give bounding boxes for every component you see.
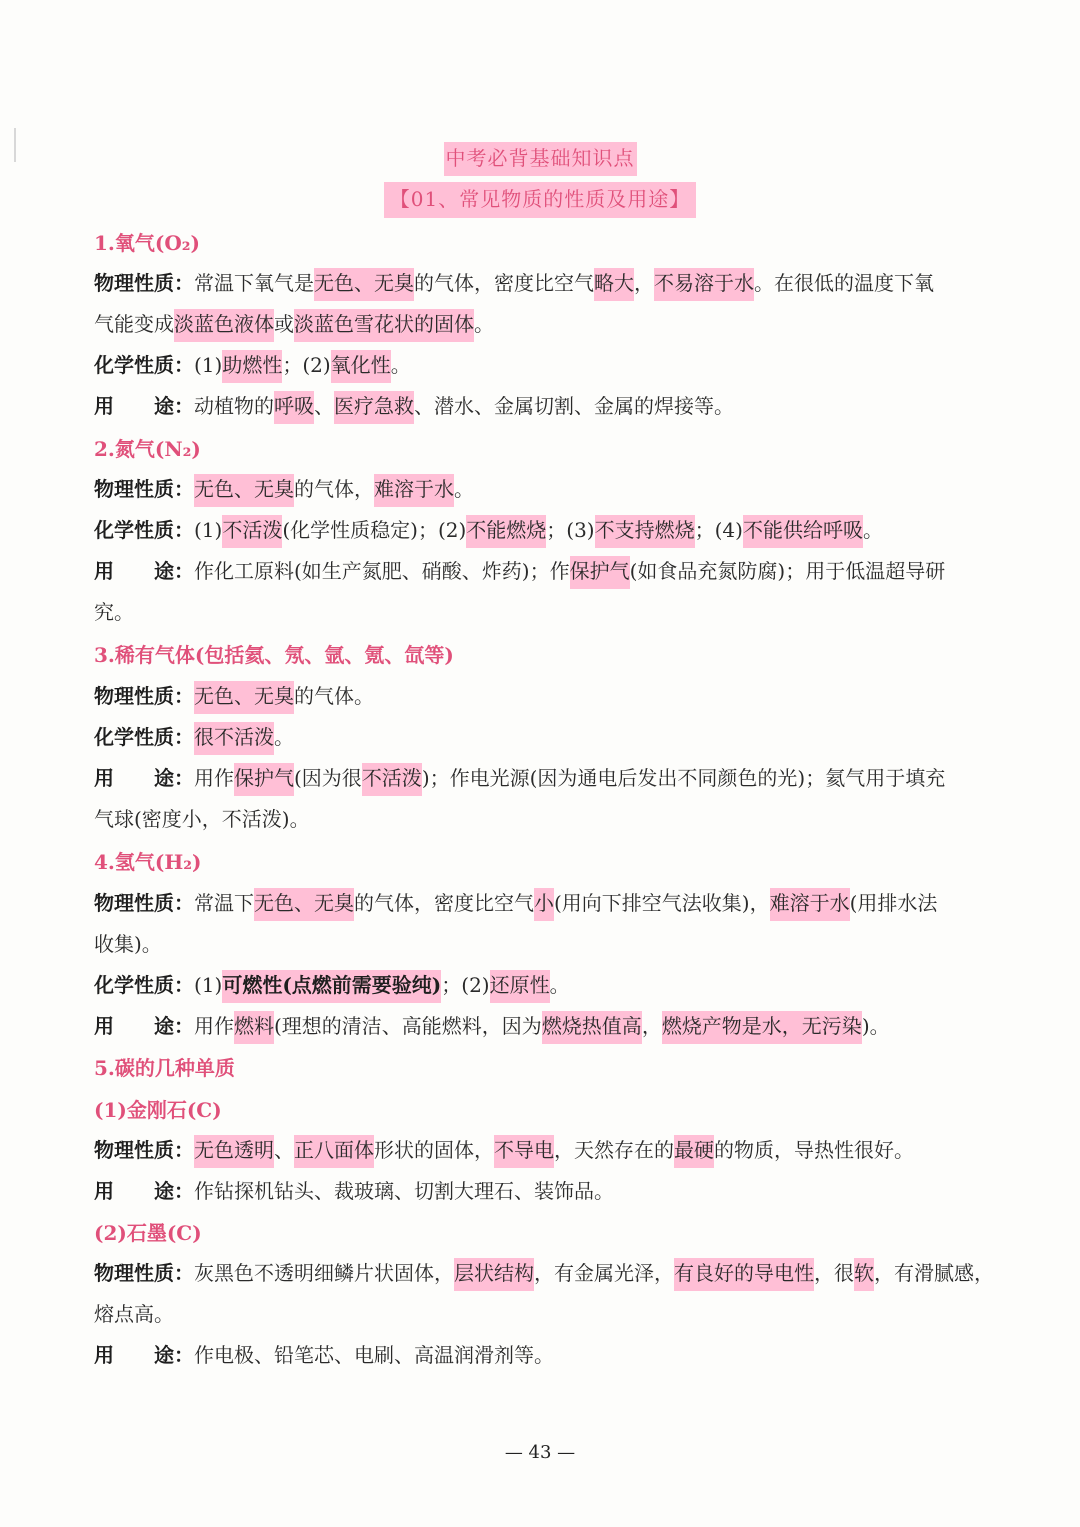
highlighted-term: 有良好的导电性 — [674, 1258, 814, 1291]
text-line — [94, 721, 994, 750]
property-label: 用 途： — [94, 1343, 194, 1367]
highlighted-term: 不能供给呼吸 — [743, 515, 863, 548]
property-label: 用 途： — [94, 559, 194, 583]
text-line — [94, 1175, 994, 1204]
highlighted-term: 不支持燃烧 — [595, 515, 695, 548]
text-line — [94, 928, 994, 957]
text-segment: ；(2) — [441, 973, 490, 997]
text-line — [94, 596, 994, 625]
highlighted-term: 难溶于水 — [374, 474, 454, 507]
page-title-text: 中考必背基础知识点 — [444, 142, 637, 176]
text-line — [94, 1298, 994, 1327]
text-segment: 常温下氧气是 — [194, 271, 314, 295]
text-segment: ；(2) — [282, 353, 331, 377]
text-segment: )；作电光源(因为通电后发出不同颜色的光)；氦气用于填充 — [421, 766, 946, 790]
text-segment: 常温下 — [194, 891, 254, 915]
property-label: 物理性质： — [94, 891, 194, 915]
text-segment: 灰黑色不透明细鳞片状固体， — [194, 1261, 454, 1285]
text-segment: ，有金属光泽， — [534, 1261, 674, 1285]
text-segment: 动植物的 — [194, 394, 274, 418]
section-heading: 1.氧气(O₂) — [94, 231, 200, 255]
text-segment: (1) — [194, 518, 223, 542]
text-segment: )。 — [861, 1014, 890, 1038]
text-segment: (理想的清洁、高能燃料，因为 — [274, 1014, 542, 1038]
text-segment: (用向下排空气法收集)， — [554, 891, 770, 915]
property-label: 用 途： — [94, 1179, 194, 1203]
text-segment: (1) — [194, 973, 223, 997]
highlighted-term: 略大 — [594, 268, 634, 301]
text-segment: 形状的固体， — [374, 1138, 494, 1162]
text-segment: ；(3) — [546, 518, 595, 542]
text-segment: 。 — [549, 973, 570, 997]
property-label: 物理性质： — [94, 1261, 194, 1285]
text-line — [94, 349, 994, 378]
highlighted-term: 不活泼 — [362, 763, 422, 796]
text-segment: 熔点高。 — [94, 1302, 174, 1326]
property-label: 用 途： — [94, 1014, 194, 1038]
text-segment: 。 — [274, 725, 294, 749]
highlighted-term: 淡蓝色雪花状的固体 — [294, 309, 474, 342]
text-segment: 。 — [390, 353, 411, 377]
section-title — [0, 183, 1080, 212]
text-segment: 的气体。 — [294, 684, 374, 708]
text-segment: (用排水法 — [849, 891, 938, 915]
page-number: — 43 — — [504, 1442, 576, 1463]
highlighted-term: 保护气 — [234, 763, 294, 796]
text-line — [94, 473, 994, 502]
text-segment: 用作 — [194, 1014, 234, 1038]
section-heading: (1)金刚石(C) — [94, 1098, 222, 1122]
text-line — [94, 1134, 994, 1163]
highlighted-term: 小 — [534, 888, 554, 921]
property-label: 物理性质： — [94, 477, 194, 501]
highlighted-term: 淡蓝色液体 — [174, 309, 274, 342]
property-label: 化学性质： — [94, 353, 194, 377]
highlighted-term: 燃料 — [234, 1011, 274, 1044]
text-segment: ， — [634, 271, 654, 295]
text-segment: 收集)。 — [94, 932, 162, 956]
text-segment: 的物质，导热性很好。 — [714, 1138, 914, 1162]
text-segment: ， — [641, 1014, 662, 1038]
text-line — [94, 1339, 994, 1368]
section-title-text: 【01、常见物质的性质及用途】 — [384, 182, 696, 218]
text-line — [94, 514, 994, 543]
highlighted-term: 保护气 — [570, 556, 630, 589]
highlighted-term: 无色、无臭 — [254, 888, 354, 921]
highlighted-term: 无色透明 — [194, 1135, 274, 1168]
highlighted-term: 不活泼 — [222, 515, 282, 548]
text-segment: 气球(密度小，不活泼)。 — [94, 807, 310, 831]
section-heading: (2)石墨(C) — [94, 1221, 202, 1245]
text-line — [94, 680, 994, 709]
text-segment: (化学性质稳定)；(2) — [282, 518, 467, 542]
highlighted-term: 层状结构 — [454, 1258, 534, 1291]
highlighted-term: 很不活泼 — [194, 722, 274, 755]
text-segment: 。 — [454, 477, 474, 501]
text-segment: 的气体，密度比空气 — [414, 271, 594, 295]
highlighted-term: 不能燃烧 — [466, 515, 546, 548]
highlighted-term: 可燃性(点燃前需要验纯) — [222, 970, 441, 1003]
text-segment: 。 — [862, 518, 883, 542]
text-segment: 用作 — [194, 766, 234, 790]
text-segment: 。在很低的温度下氧 — [754, 271, 934, 295]
property-label: 化学性质： — [94, 518, 194, 542]
section-heading: 3.稀有气体(包括氦、氖、氩、氪、氙等) — [94, 643, 454, 667]
highlighted-term: 助燃性 — [222, 350, 282, 383]
text-segment: 、 — [274, 1138, 294, 1162]
highlighted-term: 还原性 — [490, 970, 550, 1003]
highlighted-term: 无色、无臭 — [194, 474, 294, 507]
property-label: 物理性质： — [94, 271, 194, 295]
text-segment: (因为很 — [294, 766, 362, 790]
text-line — [94, 1010, 994, 1039]
property-label: 化学性质： — [94, 725, 194, 749]
text-line — [94, 969, 994, 998]
property-label: 用 途： — [94, 394, 194, 418]
text-line — [94, 803, 994, 832]
section-heading: 4.氢气(H₂) — [94, 850, 202, 874]
text-line — [94, 762, 994, 791]
text-segment: (如食品充氮防腐)；用于低温超导研 — [629, 559, 946, 583]
text-segment: ，有滑腻感， — [874, 1261, 994, 1285]
text-segment: 究。 — [94, 600, 134, 624]
text-line — [94, 887, 994, 916]
highlighted-term: 呼吸 — [274, 391, 314, 424]
text-segment: 作钻探机钻头、裁玻璃、切割大理石、装饰品。 — [194, 1179, 614, 1203]
highlighted-term: 不易溶于水 — [654, 268, 754, 301]
highlighted-term: 燃烧热值高 — [542, 1011, 642, 1044]
property-label: 物理性质： — [94, 684, 194, 708]
text-line — [94, 555, 994, 584]
text-segment: 作电极、铅笔芯、电刷、高温润滑剂等。 — [194, 1343, 554, 1367]
highlighted-term: 难溶于水 — [770, 888, 850, 921]
property-label: 化学性质： — [94, 973, 194, 997]
page-title — [0, 142, 1080, 171]
text-segment: 气能变成 — [94, 312, 174, 336]
text-segment: 作化工原料(如生产氮肥、硝酸、炸药)；作 — [194, 559, 570, 583]
highlighted-term: 不导电 — [494, 1135, 554, 1168]
text-segment: (1) — [194, 353, 223, 377]
property-label: 用 途： — [94, 766, 194, 790]
text-segment: 、 — [314, 394, 334, 418]
text-segment: 或 — [274, 312, 294, 336]
text-segment: ，天然存在的 — [554, 1138, 674, 1162]
highlighted-term: 燃烧产物是水，无污染 — [662, 1011, 862, 1044]
text-segment: 。 — [474, 312, 494, 336]
text-segment: 的气体， — [294, 477, 374, 501]
highlighted-term: 软 — [854, 1258, 874, 1291]
text-segment: ，很 — [814, 1261, 854, 1285]
highlighted-term: 医疗急救 — [334, 391, 414, 424]
highlighted-term: 最硬 — [674, 1135, 714, 1168]
text-segment: 、潜水、金属切割、金属的焊接等。 — [414, 394, 734, 418]
highlighted-term: 无色、无臭 — [194, 681, 294, 714]
highlighted-term: 无色、无臭 — [314, 268, 414, 301]
text-segment: ；(4) — [694, 518, 743, 542]
text-line — [94, 308, 994, 337]
property-label: 物理性质： — [94, 1138, 194, 1162]
section-heading: 2.氮气(N₂) — [94, 437, 201, 461]
highlighted-term: 正八面体 — [294, 1135, 374, 1168]
section-heading: 5.碳的几种单质 — [94, 1056, 235, 1080]
text-segment: 的气体，密度比空气 — [354, 891, 534, 915]
highlighted-term: 氧化性 — [331, 350, 391, 383]
text-line — [94, 390, 994, 419]
text-line — [94, 1257, 994, 1286]
text-line — [94, 267, 994, 296]
